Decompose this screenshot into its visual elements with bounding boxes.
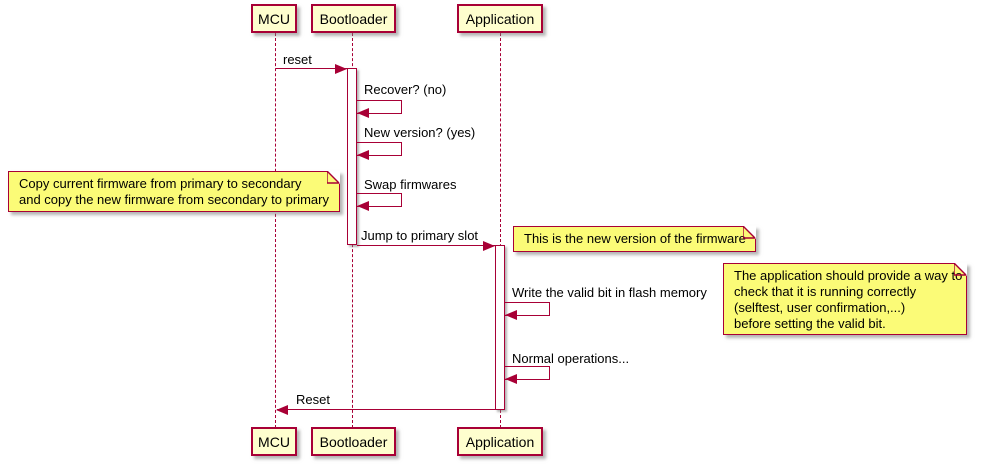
message-label-normal-ops: Normal operations... bbox=[512, 351, 630, 366]
note-text: Copy current firmware from primary to secondary bbox=[19, 176, 302, 191]
message-label-new-version: New version? (yes) bbox=[364, 125, 476, 140]
message-label-recover: Recover? (no) bbox=[364, 82, 447, 97]
message-label-reset-back: Reset bbox=[296, 392, 330, 407]
message-label-swap: Swap firmwares bbox=[364, 177, 457, 192]
arrowhead-left-icon bbox=[357, 201, 369, 211]
note-valid-bit bbox=[723, 263, 967, 335]
message-label-write-valid: Write the valid bit in flash memory bbox=[512, 285, 707, 300]
activation-bar-application bbox=[495, 245, 505, 410]
lifeline-mcu bbox=[275, 33, 276, 428]
note-fold-icon bbox=[954, 263, 967, 276]
arrowhead-left-icon bbox=[357, 108, 369, 118]
participant-label: MCU bbox=[258, 433, 290, 450]
note-text: The application should provide a way to bbox=[734, 268, 963, 283]
arrowhead-right-icon bbox=[335, 64, 347, 74]
participant-label: Bootloader bbox=[319, 433, 388, 450]
activation-bar-bootloader bbox=[347, 68, 357, 245]
note-fold-icon bbox=[743, 226, 756, 239]
arrowhead-left-icon bbox=[505, 310, 517, 320]
message-line-jump bbox=[357, 245, 495, 246]
arrowhead-right-icon bbox=[483, 241, 495, 251]
note-fold-icon bbox=[327, 171, 340, 184]
note-text: before setting the valid bit. bbox=[734, 316, 886, 331]
arrowhead-left-icon bbox=[357, 150, 369, 160]
message-label-reset: reset bbox=[283, 52, 312, 67]
participant-bottom-application bbox=[457, 427, 543, 456]
arrowhead-left-icon bbox=[276, 405, 288, 415]
note-swap-firmware bbox=[8, 171, 340, 212]
note-text: This is the new version of the firmware bbox=[524, 231, 746, 246]
message-line-reset-back bbox=[277, 409, 495, 410]
participant-label: Bootloader bbox=[319, 10, 388, 27]
note-text: check that it is running correctly bbox=[734, 284, 917, 299]
participant-bottom-mcu bbox=[251, 427, 297, 456]
participant-top-application bbox=[457, 4, 543, 33]
participant-label: Application bbox=[465, 433, 535, 450]
note-new-version bbox=[513, 226, 756, 252]
participant-label: Application bbox=[465, 10, 535, 27]
participant-label: MCU bbox=[258, 10, 290, 27]
arrowhead-left-icon bbox=[505, 374, 517, 384]
note-text: and copy the new firmware from secondary to primary bbox=[19, 192, 329, 207]
message-label-jump: Jump to primary slot bbox=[361, 228, 479, 243]
participant-top-mcu bbox=[251, 4, 297, 33]
note-text: (selftest, user confirmation,...) bbox=[734, 300, 906, 315]
participant-bottom-bootloader bbox=[311, 427, 396, 456]
participant-top-bootloader bbox=[311, 4, 396, 33]
